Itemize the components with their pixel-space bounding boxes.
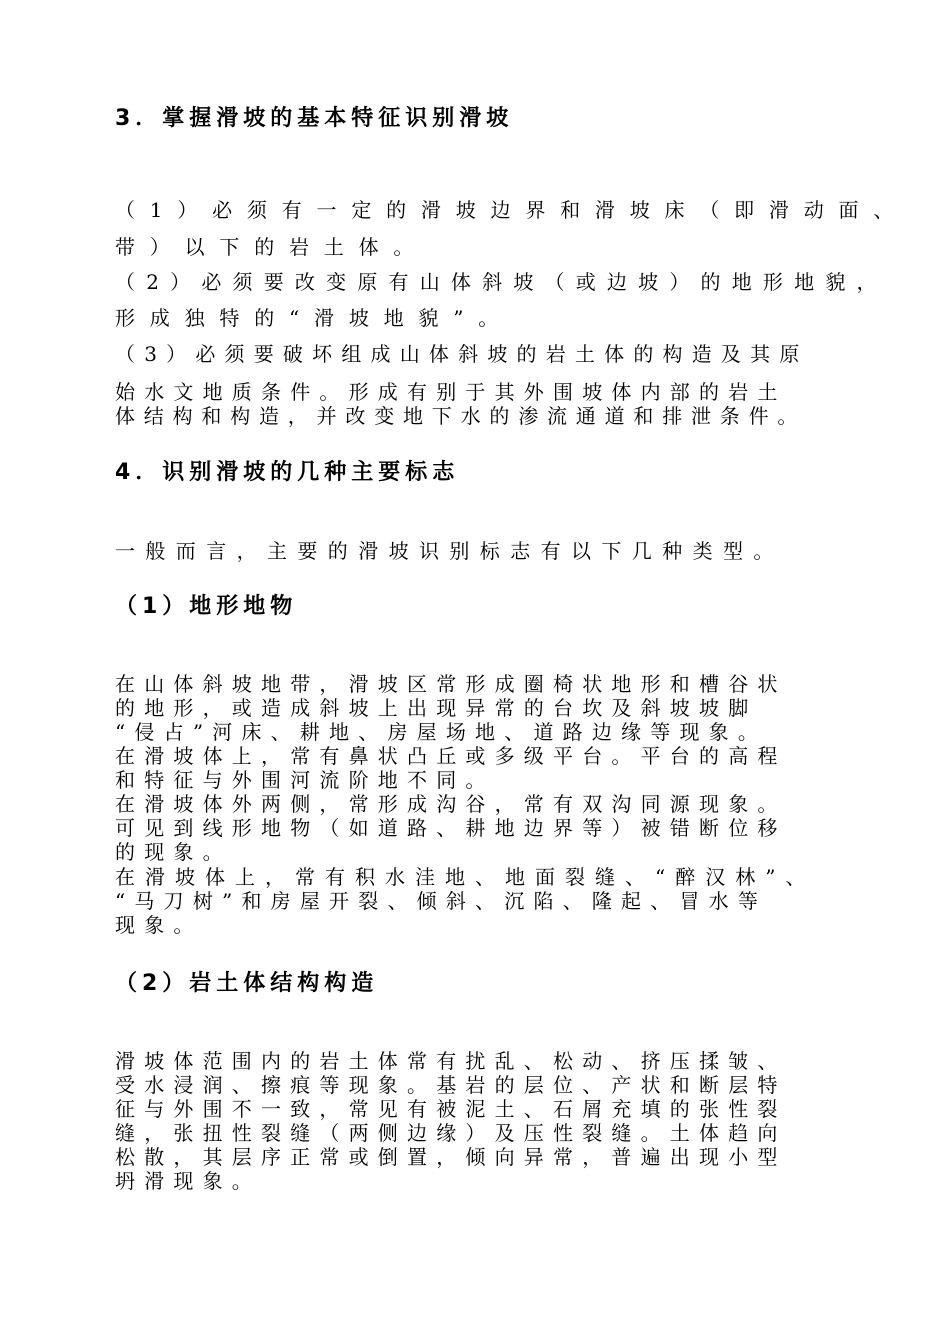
sub1-line-7: 可见到线形地物（如道路、耕地边界等）被错断位移	[115, 816, 787, 840]
sub2-line-6: 坍滑现象。	[115, 1169, 261, 1193]
s3-line-4: 形成独特的“滑坡地貌”。	[115, 306, 514, 330]
sub1-line-5: 和特征与外围河流阶地不同。	[115, 768, 495, 792]
sub1-line-2: 的地形，或造成斜坡上出现异常的台坎及斜坡坡脚	[115, 696, 758, 720]
s3-line-5: （3）必须要破坏组成山体斜坡的岩土体的构造及其原	[115, 342, 809, 366]
sub2-line-4: 缝，张扭性裂缝（两侧边缘）及压性裂缝。土体趋向	[115, 1121, 787, 1145]
section-4-intro: 一般而言，主要的滑坡识别标志有以下几种类型。	[115, 539, 784, 563]
s3-line-1: （1）必须有一定的滑坡边界和滑坡床（即滑动面、	[115, 198, 909, 222]
sub-2-heading: （2）岩土体结构构造	[115, 971, 379, 996]
sub1-line-10: “马刀树”和房屋开裂、倾斜、沉陷、隆起、冒水等	[115, 889, 768, 913]
s3-line-7: 体结构和构造，并改变地下水的渗流通道和排泄条件。	[115, 404, 807, 428]
sub1-line-6: 在滑坡体外两侧，常形成沟谷，常有双沟同源现象。	[115, 792, 787, 816]
sub1-line-9: 在滑坡体上，常有积水洼地、地面裂缝、“醉汉林”、	[115, 865, 816, 889]
sub1-line-8: 的现象。	[115, 840, 232, 864]
sub2-line-5: 松散，其层序正常或倒置，倾向异常，普遍出现小型	[115, 1145, 787, 1169]
sub2-line-3: 征与外围不一致，常见有被泥土、石屑充填的张性裂	[115, 1097, 787, 1121]
s3-line-6: 始水文地质条件。形成有别于其外围坡体内部的岩土	[115, 380, 787, 404]
sub1-line-1: 在山体斜坡地带，滑坡区常形成圈椅状地形和槽谷状	[115, 672, 787, 696]
sub2-line-2: 受水浸润、擦痕等现象。基岩的层位、产状和断层特	[115, 1073, 787, 1097]
s3-line-2: 带）以下的岩土体。	[115, 235, 429, 259]
section-3-heading: 3．掌握滑坡的基本特征识别滑坡	[115, 106, 514, 131]
s3-line-3: （2）必须要改变原有山体斜坡（或边坡）的地形地貌，	[115, 270, 888, 294]
sub2-line-1: 滑坡体范围内的岩土体常有扰乱、松动、挤压揉皱、	[115, 1049, 787, 1073]
sub1-line-3: “侵占”河床、耕地、房屋场地、道路边缘等现象。	[115, 720, 768, 744]
sub1-line-4: 在滑坡体上，常有鼻状凸丘或多级平台。平台的高程	[115, 744, 787, 768]
sub-1-heading: （1）地形地物	[115, 594, 298, 619]
sub1-line-11: 现象。	[115, 913, 203, 937]
section-4-heading: 4．识别滑坡的几种主要标志	[115, 460, 460, 485]
